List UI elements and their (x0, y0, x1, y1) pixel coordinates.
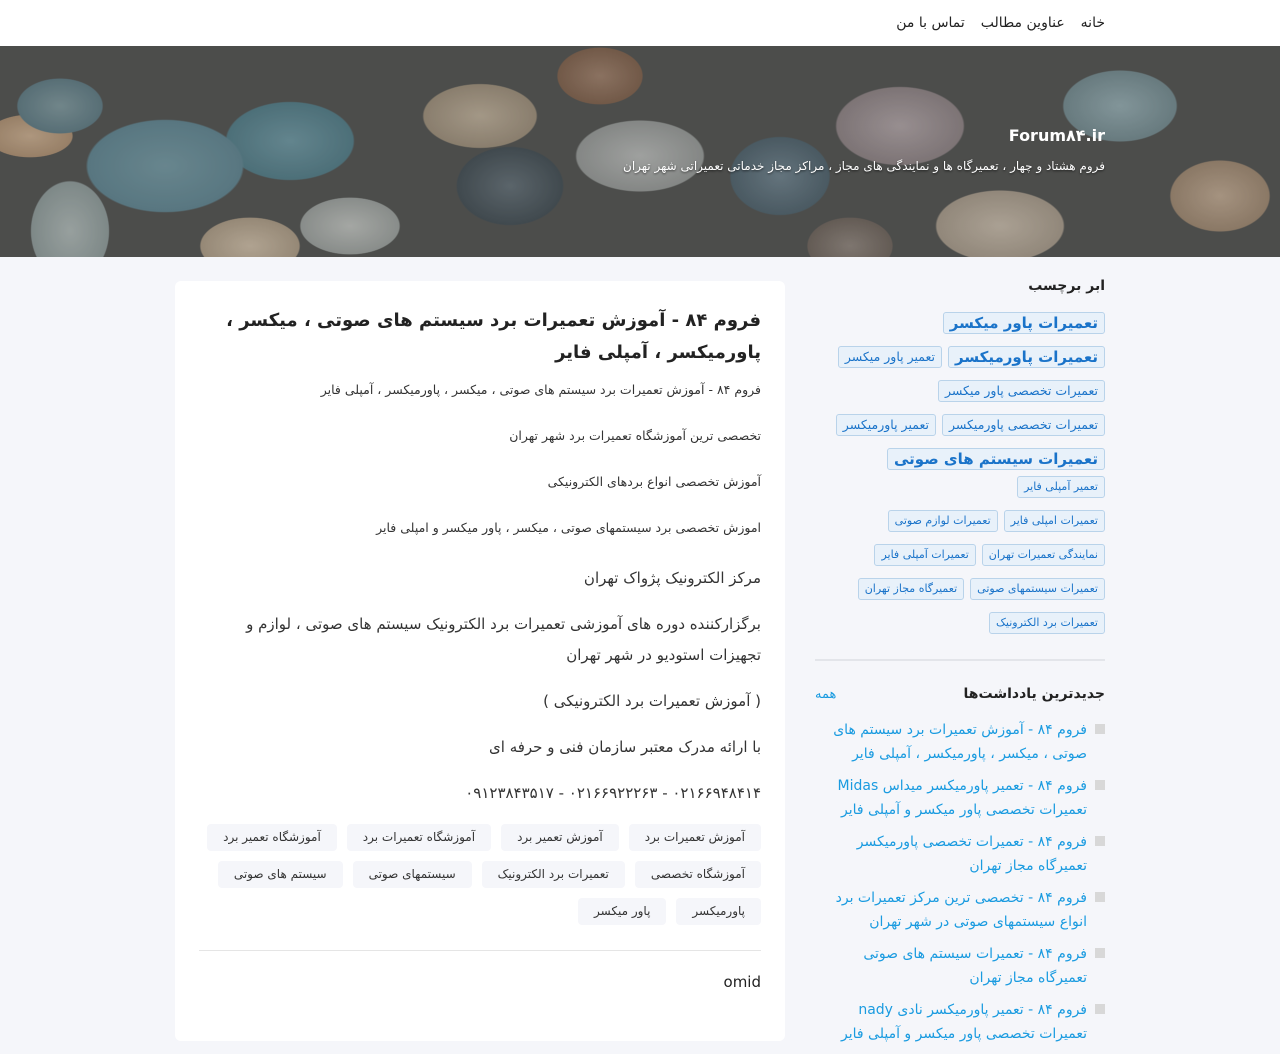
cloud-tag[interactable]: تعمیرات سیستمهای صوتی (970, 578, 1105, 600)
top-navbar (0, 0, 1280, 46)
cloud-tag[interactable]: نمایندگی تعمیرات تهران (982, 544, 1105, 566)
cloud-tag[interactable]: تعمیرات پاور میکسر (943, 312, 1105, 334)
hero-overlay (0, 46, 1280, 257)
square-bullet-icon (1095, 892, 1105, 902)
post-title: فروم ۸۴ - آموزش تعمیرات برد سیستم های صوتی ، میکسر ، پاورمیکسر ، آمپلی فایر (226, 310, 761, 363)
cloud-tag[interactable]: تعمیرات آمپلی فایر (874, 544, 975, 566)
post-paragraph: ( آموزش تعمیرات برد الکترونیکی ) (543, 692, 761, 710)
post-tag[interactable]: پاور میکسر (578, 898, 666, 925)
cloud-tag[interactable]: تعمیرات برد الکترونیک (989, 612, 1105, 634)
cloud-tag[interactable]: تعمیر آمپلی فایر (1017, 476, 1105, 498)
square-bullet-icon (1095, 948, 1105, 958)
post-tags (199, 824, 761, 925)
recent-posts-header (815, 686, 1105, 702)
cloud-tag[interactable]: تعمیرات سیستم های صوتی (887, 448, 1105, 470)
recent-post-link[interactable]: فروم ۸۴ - تعمیر پاورمیکسر میداس Midas تعمیرات تخصصی پاور میکسر و آمپلی فایر (837, 778, 1087, 818)
post-card (175, 281, 785, 1041)
site-subtitle: فروم هشتاد و چهار ، تعمیرگاه ها و نمایندگی های مجاز ، مراکز مجاز خدماتی تعمیراتی شهر تهران (623, 159, 1105, 173)
post-tag[interactable]: تعمیرات برد الکترونیک (482, 861, 625, 888)
post-tag[interactable]: آموزشگاه تخصصی (635, 861, 761, 888)
nav-home[interactable]: خانه (1080, 15, 1105, 31)
post-paragraph: اموزش تخصصی برد سیستمهای صوتی ، میکسر ، پاور میکسر و امپلی فایر (376, 520, 761, 535)
square-bullet-icon (1095, 1004, 1105, 1014)
tag-cloud-title: ابر برچسب (1028, 278, 1105, 294)
recent-post-link[interactable]: فروم ۸۴ - تعمیر پاورمیکسر نادی nady تعمیرات تخصصی پاور میکسر و آمپلی فایر (841, 1002, 1087, 1042)
post-paragraph: با ارائه مدرک معتبر سازمان فنی و حرفه ای (489, 738, 761, 756)
cloud-tag[interactable]: تعمیرات پاورمیکسر (948, 346, 1105, 368)
post-paragraph: برگزارکننده دوره های آموزشی تعمیرات برد الکترونیک سیستم های صوتی ، لوازم و تجهیزات استودیو در شهر تهران (246, 615, 761, 664)
cloud-tag[interactable]: تعمیرگاه مجاز تهران (858, 578, 964, 600)
cloud-tag[interactable]: تعمیرات امپلی فایر (1004, 510, 1105, 532)
recent-post-link[interactable]: فروم ۸۴ - تعمیرات سیستم های صوتی تعمیرگاه مجاز تهران (863, 946, 1087, 986)
post-tag[interactable]: آموزشگاه تعمیر برد (207, 824, 337, 851)
square-bullet-icon (1095, 836, 1105, 846)
square-bullet-icon (1095, 780, 1105, 790)
list-item (815, 942, 1105, 990)
post-paragraph: تخصصی ترین آموزشگاه تعمیرات برد شهر تهران (509, 428, 761, 443)
post-tag[interactable]: پاورمیکسر (676, 898, 761, 925)
sidebar (815, 278, 1105, 1054)
cloud-tag[interactable]: تعمیر پاور میکسر (838, 346, 942, 368)
nav-post-titles[interactable]: عناوین مطالب (980, 15, 1065, 31)
post-tag[interactable]: سیستم های صوتی (218, 861, 343, 888)
recent-post-link[interactable]: فروم ۸۴ - تعمیرات تخصصی پاورمیکسر تعمیرگاه مجاز تهران (856, 834, 1087, 874)
cloud-tag[interactable]: تعمیرات تخصصی پاورمیکسر (942, 414, 1105, 436)
post-divider (199, 950, 761, 951)
list-item (815, 718, 1105, 766)
site-title[interactable]: Forum۸۴.ir (1008, 126, 1105, 145)
cloud-tag[interactable]: تعمیرات لوازم صوتی (888, 510, 998, 532)
square-bullet-icon (1095, 724, 1105, 734)
recent-post-link[interactable]: فروم ۸۴ - تخصصی ترین مرکز تعمیرات برد انواع سیستمهای صوتی در شهر تهران (835, 890, 1087, 930)
phone-numbers: ۰۲۱۶۶۹۴۸۴۱۴ - ۰۲۱۶۶۹۲۲۲۶۳ - ۰۹۱۲۳۸۴۳۵۱۷ (465, 784, 761, 802)
cloud-tag[interactable]: تعمیر پاورمیکسر (836, 414, 936, 436)
hero-banner (0, 46, 1280, 257)
cloud-tag[interactable]: تعمیرات تخصصی پاور میکسر (938, 380, 1105, 402)
post-tag[interactable]: سیستمهای صوتی (353, 861, 472, 888)
post-tag[interactable]: آموزش تعمیرات برد (629, 824, 761, 851)
recent-post-link[interactable]: فروم ۸۴ - آموزش تعمیرات برد سیستم های صوتی ، میکسر ، پاورمیکسر ، آمپلی فایر (833, 722, 1087, 762)
post-paragraph: فروم ۸۴ - آموزش تعمیرات برد سیستم های صوتی ، میکسر ، پاورمیکسر ، آمپلی فایر (320, 382, 761, 397)
list-item (815, 830, 1105, 878)
post-tag[interactable]: آموزشگاه تعمیرات برد (347, 824, 491, 851)
recent-posts-list (815, 718, 1105, 1046)
post-author: omid (723, 973, 761, 991)
tag-cloud (815, 312, 1105, 634)
all-posts-link[interactable]: همه (815, 686, 837, 702)
nav-contact[interactable]: تماس با من (896, 15, 965, 31)
list-item (815, 886, 1105, 934)
list-item (815, 998, 1105, 1046)
list-item (815, 774, 1105, 822)
sidebar-divider (815, 659, 1105, 661)
recent-posts-title: جدیدترین یادداشت‌ها (963, 686, 1105, 702)
post-paragraph: آموزش تخصصی انواع بردهای الکترونیکی (547, 474, 761, 489)
post-tag[interactable]: آموزش تعمیر برد (501, 824, 619, 851)
post-paragraph: مرکز الکترونیک پژواک تهران (583, 569, 761, 587)
main-nav (896, 0, 1105, 46)
